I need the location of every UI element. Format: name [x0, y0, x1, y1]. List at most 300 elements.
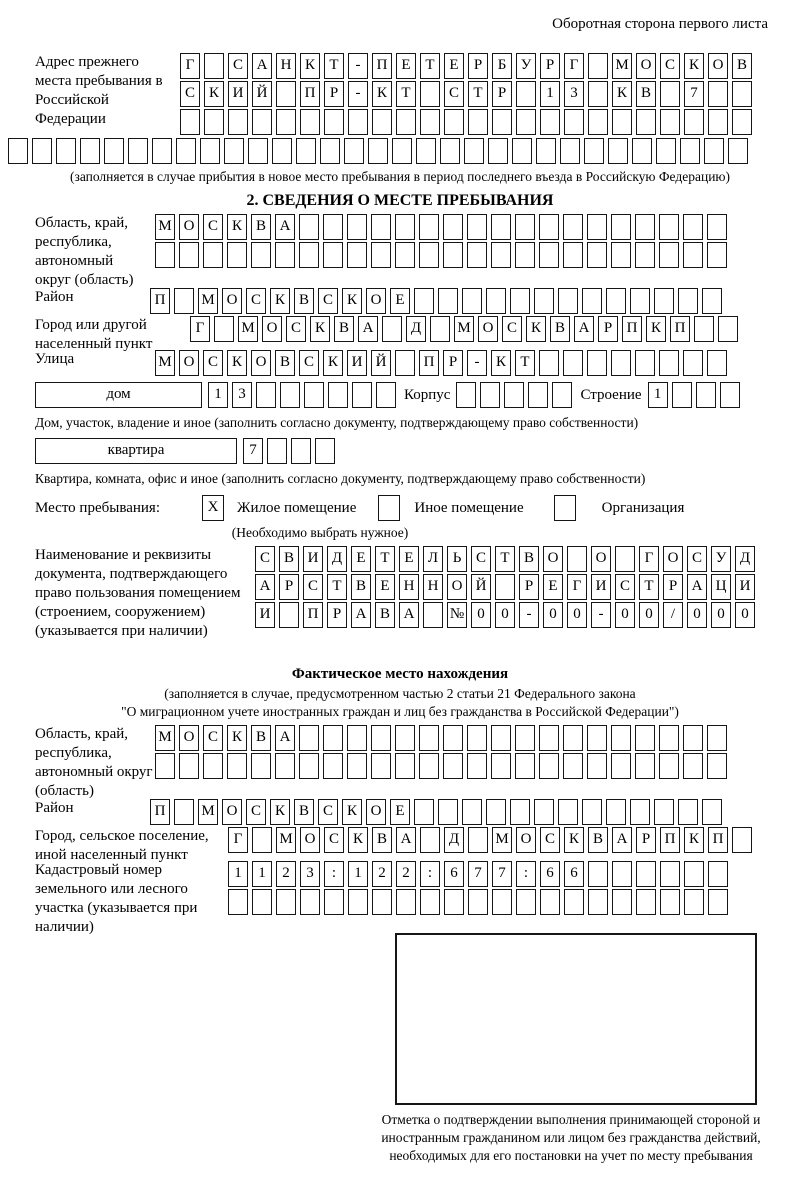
char-cell: О — [179, 350, 199, 376]
char-cell — [611, 753, 631, 779]
char-cell: С — [286, 316, 306, 342]
char-cell: С — [180, 81, 200, 107]
char-cell: И — [228, 81, 248, 107]
char-cell: О — [300, 827, 320, 853]
char-cell: А — [574, 316, 594, 342]
char-cell — [32, 138, 52, 164]
char-cell: О — [251, 350, 271, 376]
street-label: Улица — [35, 351, 75, 367]
char-cell: Е — [390, 799, 410, 825]
char-cell: Н — [276, 53, 296, 79]
char-cell — [611, 350, 631, 376]
char-cell — [347, 725, 367, 751]
char-cell: Й — [252, 81, 272, 107]
char-cell: Р — [540, 53, 560, 79]
char-cell: 0 — [471, 602, 491, 628]
char-cell: Р — [279, 574, 299, 600]
char-cell: С — [444, 81, 464, 107]
char-cell: С — [203, 214, 223, 240]
char-cell — [419, 214, 439, 240]
char-cell — [180, 109, 200, 135]
char-cell — [480, 382, 500, 408]
char-cell: В — [279, 546, 299, 572]
char-cell: Т — [515, 350, 535, 376]
char-cell: А — [351, 602, 371, 628]
stay-place-line — [35, 494, 800, 522]
char-cell: 1 — [208, 382, 228, 408]
char-cell — [584, 138, 604, 164]
stroenie-cells — [648, 382, 740, 408]
char-cell — [267, 438, 287, 464]
char-cell — [443, 753, 463, 779]
char-cell — [680, 138, 700, 164]
char-cell — [536, 138, 556, 164]
char-cell — [279, 602, 299, 628]
checkbox-organization — [554, 495, 576, 521]
char-cell — [515, 214, 535, 240]
char-cell — [395, 753, 415, 779]
char-cell — [438, 799, 458, 825]
char-cell — [492, 109, 512, 135]
char-cell — [299, 242, 319, 268]
char-cell — [443, 725, 463, 751]
char-cell — [683, 725, 703, 751]
char-cell — [486, 288, 506, 314]
char-cell: В — [351, 574, 371, 600]
char-cell — [656, 138, 676, 164]
char-cell — [611, 242, 631, 268]
char-cell: В — [588, 827, 608, 853]
char-cell: К — [491, 350, 511, 376]
char-cell — [324, 109, 344, 135]
char-cell — [563, 725, 583, 751]
char-cell — [423, 602, 443, 628]
char-cell — [612, 861, 632, 887]
prev-address-row-3 — [180, 109, 800, 135]
char-cell — [443, 242, 463, 268]
char-cell: С — [255, 546, 275, 572]
district-label: Район — [35, 289, 74, 305]
confirmation-stamp-box — [395, 933, 757, 1105]
char-cell: 0 — [615, 602, 635, 628]
char-cell — [611, 214, 631, 240]
char-cell — [678, 288, 698, 314]
char-cell — [248, 138, 268, 164]
char-cell: С — [502, 316, 522, 342]
char-cell: С — [246, 288, 266, 314]
char-cell — [203, 753, 223, 779]
char-cell: В — [294, 799, 314, 825]
char-cell — [708, 889, 728, 915]
char-cell: Т — [420, 53, 440, 79]
char-cell — [635, 753, 655, 779]
actual-location-note-1: (заполняется в случае, предусмотренном частью 2 статьи 21 Федерального закона — [164, 686, 636, 701]
char-cell — [299, 214, 319, 240]
char-cell: К — [564, 827, 584, 853]
char-cell: К — [684, 827, 704, 853]
char-cell — [707, 753, 727, 779]
district-row — [150, 288, 800, 314]
char-cell: М — [155, 214, 175, 240]
char-cell — [636, 861, 656, 887]
char-cell: Р — [598, 316, 618, 342]
char-cell: У — [516, 53, 536, 79]
char-cell — [227, 242, 247, 268]
char-cell: М — [492, 827, 512, 853]
al-district-row — [150, 799, 800, 825]
char-cell: К — [323, 350, 343, 376]
char-cell: К — [310, 316, 330, 342]
char-cell — [539, 214, 559, 240]
char-cell: 0 — [735, 602, 755, 628]
char-cell: К — [646, 316, 666, 342]
al-region-row-1 — [155, 725, 800, 751]
char-cell: М — [155, 350, 175, 376]
char-cell: П — [303, 602, 323, 628]
char-cell: О — [179, 725, 199, 751]
char-cell — [495, 574, 515, 600]
char-cell — [615, 546, 635, 572]
al-city-line — [35, 827, 800, 861]
char-cell: Е — [399, 546, 419, 572]
al-region-label: Область, край, республика, автономный округ (область) — [35, 726, 153, 799]
char-cell: П — [670, 316, 690, 342]
char-cell: Д — [327, 546, 347, 572]
char-cell — [660, 81, 680, 107]
char-cell: 2 — [396, 861, 416, 887]
char-cell: - — [519, 602, 539, 628]
char-cell — [420, 827, 440, 853]
char-cell — [368, 138, 388, 164]
char-cell — [539, 242, 559, 268]
char-cell — [528, 382, 548, 408]
char-cell — [300, 109, 320, 135]
char-cell: Е — [543, 574, 563, 600]
page-side-note: Оборотная сторона первого листа — [552, 16, 768, 32]
char-cell: 6 — [540, 861, 560, 887]
char-cell — [707, 242, 727, 268]
char-cell — [684, 861, 704, 887]
house-caption: Дом, участок, владение и иное (заполнить согласно документу, подтверждающему право собственности) — [35, 415, 639, 430]
char-cell: Т — [324, 53, 344, 79]
char-cell: К — [270, 799, 290, 825]
stamp-caption: Отметка о подтверждении выполнения принимающей стороной и иностранным гражданином или лицом без гражданства действий, необходимых для его постановки на учет по месту пребывания — [381, 1112, 761, 1163]
char-cell — [539, 725, 559, 751]
document-block — [35, 546, 800, 658]
korpus-label: Корпус — [404, 387, 451, 403]
char-cell — [708, 81, 728, 107]
char-cell — [252, 109, 272, 135]
char-cell — [468, 109, 488, 135]
char-cell: С — [687, 546, 707, 572]
char-cell: П — [622, 316, 642, 342]
char-cell — [468, 827, 488, 853]
char-cell — [152, 138, 172, 164]
char-cell: У — [711, 546, 731, 572]
char-cell: К — [227, 725, 247, 751]
char-cell: В — [334, 316, 354, 342]
char-cell: С — [303, 574, 323, 600]
actual-location-title: Фактическое место нахождения — [291, 666, 509, 682]
char-cell — [179, 753, 199, 779]
char-cell — [372, 109, 392, 135]
char-cell — [395, 242, 415, 268]
char-cell: Н — [399, 574, 419, 600]
char-cell — [540, 109, 560, 135]
char-cell — [588, 53, 608, 79]
char-cell: С — [615, 574, 635, 600]
region-line — [35, 214, 800, 288]
char-cell — [515, 753, 535, 779]
char-cell: А — [252, 53, 272, 79]
prev-address-caption: (заполняется в случае прибытия в новое место пребывания в период последнего въезда в Российскую Федерацию) — [69, 169, 731, 184]
char-cell — [512, 138, 532, 164]
char-cell — [659, 242, 679, 268]
char-cell — [467, 725, 487, 751]
char-cell: Р — [443, 350, 463, 376]
char-cell: К — [342, 799, 362, 825]
char-cell — [179, 242, 199, 268]
char-cell — [176, 138, 196, 164]
char-cell: П — [660, 827, 680, 853]
char-cell: 2 — [276, 861, 296, 887]
char-cell: : — [324, 861, 344, 887]
char-cell — [659, 214, 679, 240]
char-cell: 1 — [648, 382, 668, 408]
char-cell: П — [150, 799, 170, 825]
char-cell — [252, 827, 272, 853]
char-cell — [371, 242, 391, 268]
char-cell — [707, 725, 727, 751]
char-cell — [684, 109, 704, 135]
prev-address-row-1 — [180, 53, 800, 79]
char-cell — [347, 214, 367, 240]
char-cell — [347, 242, 367, 268]
char-cell: В — [636, 81, 656, 107]
char-cell — [539, 753, 559, 779]
char-cell — [728, 138, 748, 164]
char-cell — [256, 382, 276, 408]
char-cell: К — [684, 53, 704, 79]
char-cell: Р — [327, 602, 347, 628]
char-cell — [606, 288, 626, 314]
char-cell — [516, 109, 536, 135]
char-cell: Г — [567, 574, 587, 600]
char-cell: Р — [324, 81, 344, 107]
char-cell: О — [478, 316, 498, 342]
char-cell — [352, 382, 372, 408]
char-cell — [564, 109, 584, 135]
char-cell — [678, 799, 698, 825]
char-cell — [440, 138, 460, 164]
char-cell: С — [540, 827, 560, 853]
char-cell — [382, 316, 402, 342]
char-cell — [128, 138, 148, 164]
char-cell — [323, 214, 343, 240]
char-cell — [654, 799, 674, 825]
char-cell: Е — [444, 53, 464, 79]
option-other-premises-label: Иное помещение — [414, 499, 524, 516]
prev-address-row-2 — [180, 81, 800, 107]
char-cell — [56, 138, 76, 164]
al-district-label: Район — [35, 800, 74, 816]
char-cell — [704, 138, 724, 164]
char-cell: С — [318, 288, 338, 314]
char-cell — [80, 138, 100, 164]
char-cell — [708, 861, 728, 887]
char-cell — [320, 138, 340, 164]
char-cell: Т — [375, 546, 395, 572]
char-cell — [444, 109, 464, 135]
char-cell — [491, 242, 511, 268]
char-cell — [464, 138, 484, 164]
char-cell — [371, 214, 391, 240]
char-cell — [659, 753, 679, 779]
char-cell — [204, 109, 224, 135]
char-cell — [582, 288, 602, 314]
char-cell — [707, 214, 727, 240]
char-cell — [491, 725, 511, 751]
char-cell — [275, 242, 295, 268]
char-cell — [539, 350, 559, 376]
char-cell — [516, 81, 536, 107]
char-cell — [371, 725, 391, 751]
char-cell — [732, 109, 752, 135]
char-cell — [456, 382, 476, 408]
char-cell — [224, 138, 244, 164]
char-cell — [560, 138, 580, 164]
char-cell: В — [519, 546, 539, 572]
char-cell: С — [203, 725, 223, 751]
char-cell: Г — [564, 53, 584, 79]
char-cell: 3 — [564, 81, 584, 107]
char-cell: К — [270, 288, 290, 314]
char-cell — [8, 138, 28, 164]
char-cell: Б — [492, 53, 512, 79]
char-cell — [395, 214, 415, 240]
char-cell — [606, 799, 626, 825]
char-cell — [683, 214, 703, 240]
checkbox-residential: X — [202, 495, 224, 521]
char-cell: А — [275, 214, 295, 240]
char-cell — [416, 138, 436, 164]
char-cell — [228, 109, 248, 135]
char-cell — [372, 889, 392, 915]
char-cell — [684, 889, 704, 915]
char-cell: К — [300, 53, 320, 79]
char-cell — [174, 799, 194, 825]
char-cell — [395, 725, 415, 751]
char-cell: В — [375, 602, 395, 628]
document-label: Наименование и реквизиты документа, подтверждающего право пользования помещением (строением, сооружением) (указывается при наличии) — [35, 547, 241, 639]
char-cell: С — [324, 827, 344, 853]
char-cell: В — [251, 725, 271, 751]
char-cell — [227, 753, 247, 779]
char-cell — [504, 382, 524, 408]
char-cell: А — [399, 602, 419, 628]
char-cell — [587, 350, 607, 376]
char-cell — [419, 753, 439, 779]
char-cell: А — [687, 574, 707, 600]
char-cell — [420, 109, 440, 135]
char-cell — [420, 81, 440, 107]
char-cell — [588, 889, 608, 915]
al-city-label: Город, сельское поселение, иной населенный пункт — [35, 828, 209, 863]
stay-place-note: (Необходимо выбрать нужное) — [231, 525, 409, 540]
char-cell: 6 — [444, 861, 464, 887]
al-region-line — [35, 725, 800, 799]
char-cell — [659, 350, 679, 376]
char-cell — [683, 753, 703, 779]
char-cell — [732, 81, 752, 107]
char-cell — [299, 725, 319, 751]
city-row — [190, 316, 800, 342]
char-cell — [276, 109, 296, 135]
apartment-caption: Квартира, комната, офис и иное (заполнить согласно документу, подтверждающему право собственности) — [35, 471, 646, 486]
char-cell — [328, 382, 348, 408]
char-cell: Т — [495, 546, 515, 572]
char-cell — [155, 242, 175, 268]
char-cell — [563, 753, 583, 779]
char-cell: Е — [390, 288, 410, 314]
prev-address-row-4 — [8, 138, 800, 164]
char-cell — [491, 753, 511, 779]
prev-address-block — [35, 53, 800, 135]
char-cell — [660, 861, 680, 887]
char-cell — [203, 242, 223, 268]
char-cell: В — [550, 316, 570, 342]
char-cell — [348, 889, 368, 915]
char-cell: Ц — [711, 574, 731, 600]
char-cell: С — [228, 53, 248, 79]
char-cell — [430, 316, 450, 342]
char-cell — [587, 725, 607, 751]
char-cell: Г — [190, 316, 210, 342]
char-cell — [611, 725, 631, 751]
char-cell — [563, 350, 583, 376]
char-cell — [588, 81, 608, 107]
char-cell — [276, 889, 296, 915]
char-cell — [587, 753, 607, 779]
char-cell — [396, 889, 416, 915]
char-cell: Г — [228, 827, 248, 853]
char-cell — [280, 382, 300, 408]
prev-address-label: Адрес прежнего места пребывания в Российской Федерации — [35, 54, 163, 127]
char-cell — [718, 316, 738, 342]
char-cell: 2 — [372, 861, 392, 887]
char-cell: 3 — [232, 382, 252, 408]
char-cell — [251, 242, 271, 268]
char-cell — [516, 889, 536, 915]
char-cell: О — [179, 214, 199, 240]
char-cell: № — [447, 602, 467, 628]
char-cell: С — [471, 546, 491, 572]
char-cell — [304, 382, 324, 408]
char-cell — [228, 889, 248, 915]
char-cell: Т — [327, 574, 347, 600]
char-cell — [694, 316, 714, 342]
section2-title: 2. СВЕДЕНИЯ О МЕСТЕ ПРЕБЫВАНИЯ — [246, 192, 554, 209]
char-cell: О — [222, 799, 242, 825]
char-cell — [702, 799, 722, 825]
char-cell: А — [255, 574, 275, 600]
char-cell: О — [516, 827, 536, 853]
char-cell — [419, 242, 439, 268]
char-cell: : — [420, 861, 440, 887]
char-cell — [467, 753, 487, 779]
char-cell — [420, 889, 440, 915]
char-cell: А — [612, 827, 632, 853]
